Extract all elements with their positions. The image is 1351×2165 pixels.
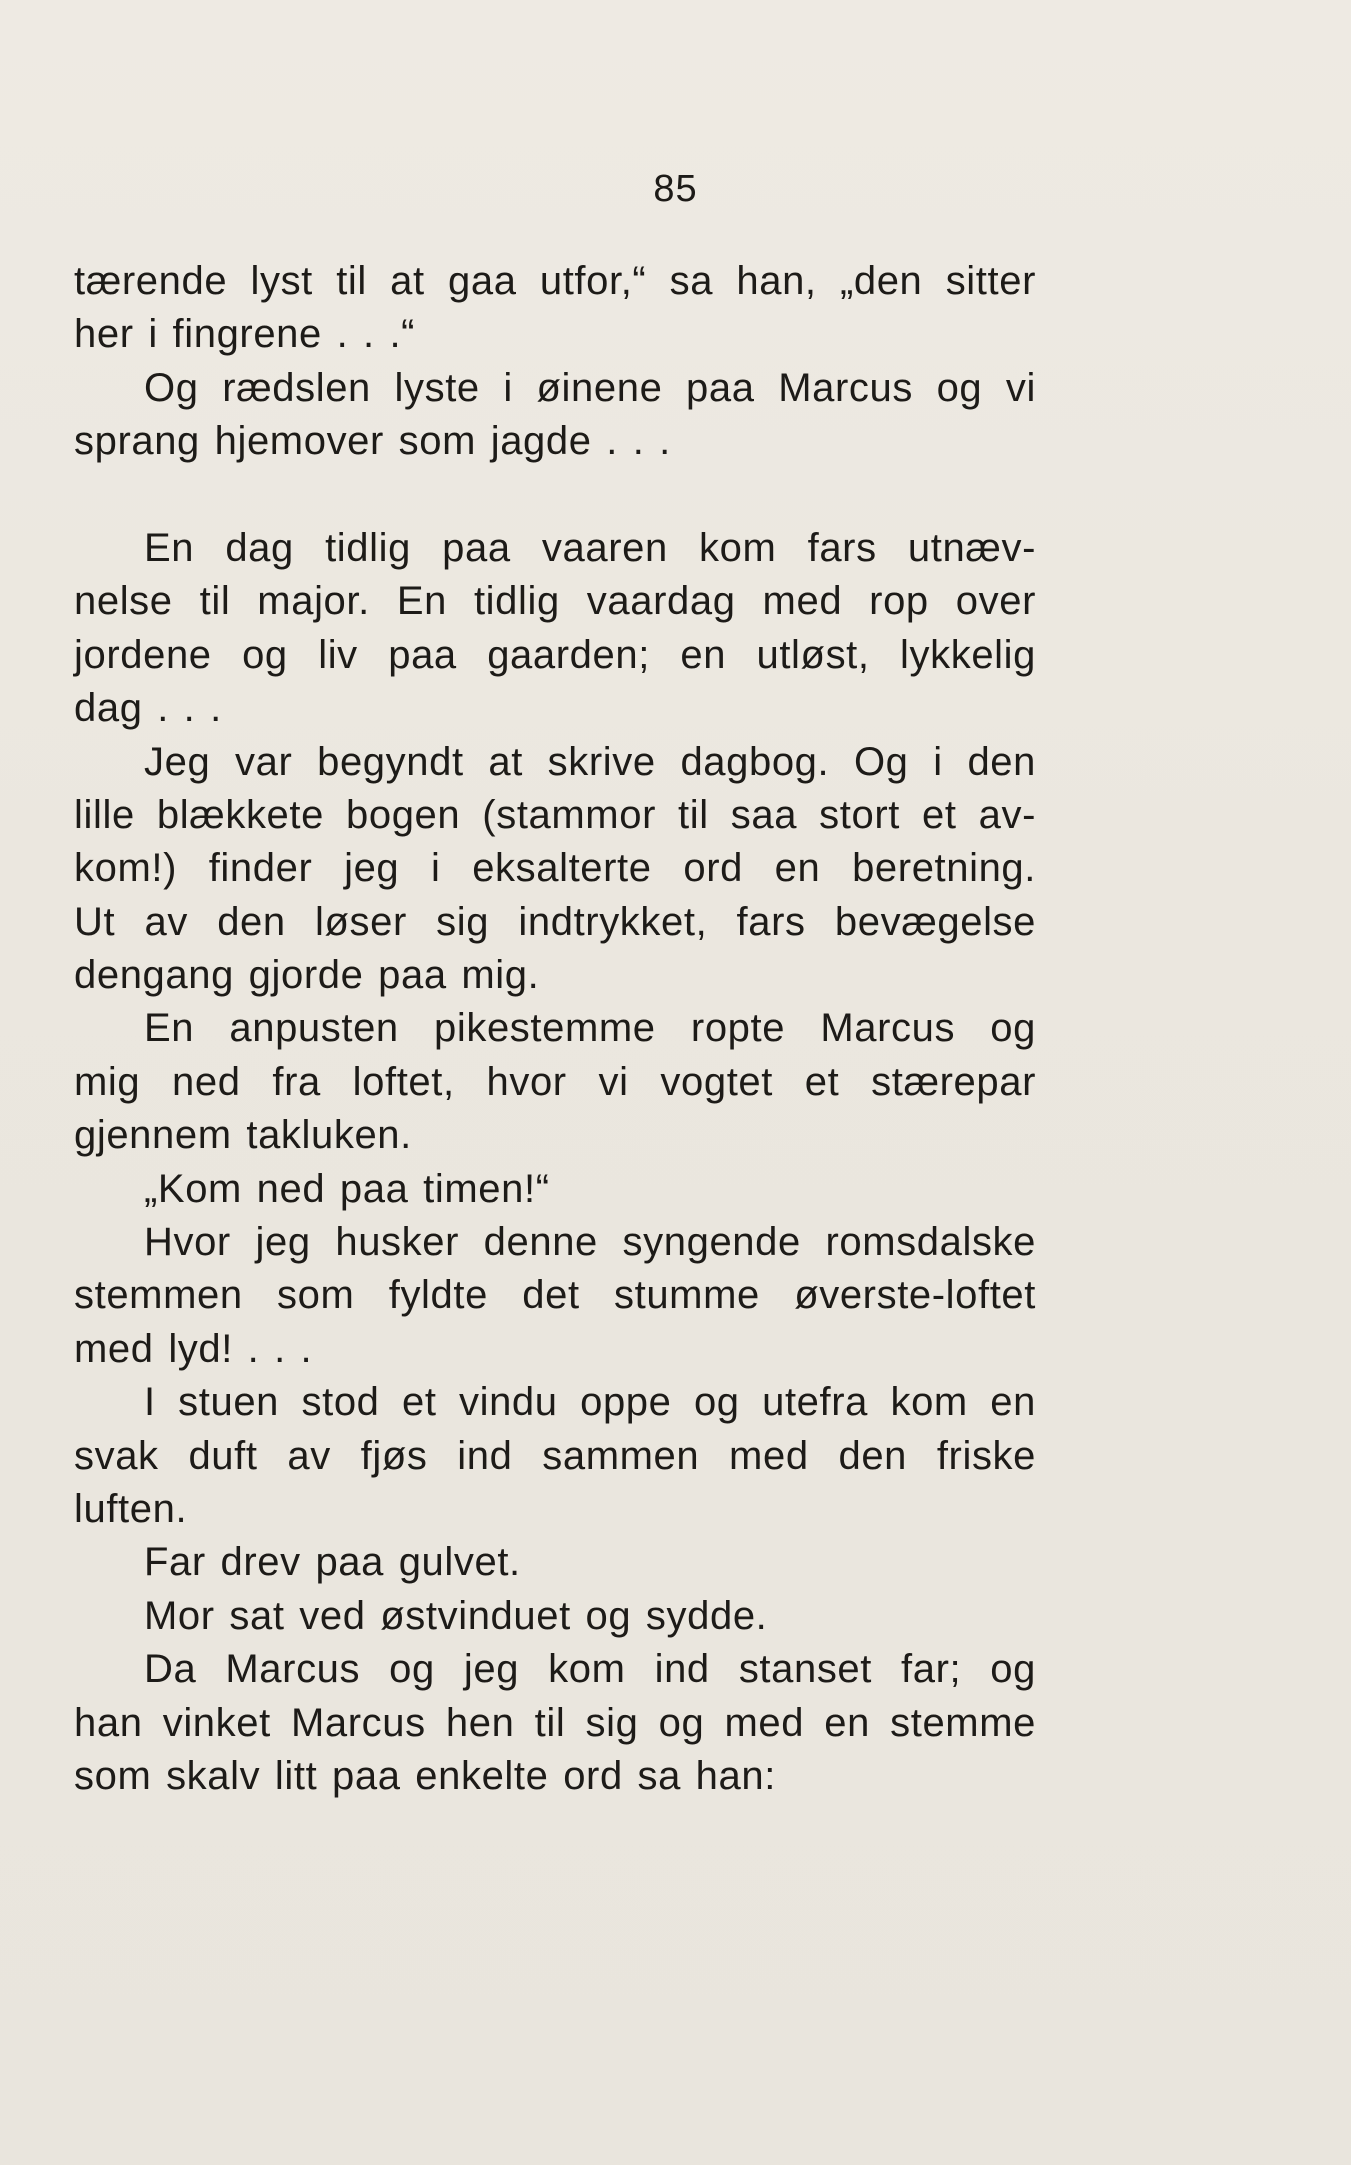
page-number: 85 bbox=[653, 168, 698, 210]
text-line: stemmen som fyldte det stumme øverste-loftet bbox=[74, 1273, 1036, 1318]
text-line: gjennem takluken. bbox=[74, 1113, 412, 1158]
text-line: Og rædslen lyste i øinene paa Marcus og vi bbox=[144, 365, 1036, 410]
text-line: nelse til major. En tidlig vaardag med rop over bbox=[74, 579, 1036, 624]
text-line: svak duft av fjøs ind sammen med den friske bbox=[74, 1433, 1036, 1478]
text-line: tærende lyst til at gaa utfor,“ sa han, „den sitter bbox=[74, 259, 1036, 303]
text-line: luften. bbox=[74, 1486, 188, 1531]
text-line: som skalv litt paa enkelte ord sa han: bbox=[74, 1753, 776, 1798]
text-line: lille blækkete bogen (stammor til saa stort et av- bbox=[74, 792, 1036, 837]
text-line: dengang gjorde paa mig. bbox=[74, 953, 540, 998]
text-line: En anpusten pikestemme ropte Marcus og bbox=[144, 1006, 1036, 1051]
text-line: Mor sat ved østvinduet og sydde. bbox=[144, 1593, 768, 1638]
text-line: sprang hjemover som jagde . . . bbox=[74, 419, 671, 464]
text-line: Jeg var begyndt at skrive dagbog. Og i den bbox=[144, 739, 1036, 784]
text-line: kom!) finder jeg i eksalterte ord en beretning. bbox=[74, 846, 1036, 891]
text-line: En dag tidlig paa vaaren kom fars utnæv- bbox=[144, 525, 1036, 570]
text-line: med lyd! . . . bbox=[74, 1326, 313, 1371]
text-line: Da Marcus og jeg kom ind stanset far; og bbox=[144, 1647, 1036, 1692]
text-line: mig ned fra loftet, hvor vi vogtet et stærepar bbox=[74, 1059, 1036, 1104]
text-line: „Kom ned paa timen!“ bbox=[144, 1166, 550, 1211]
text-line: Ut av den løser sig indtrykket, fars bevægelse bbox=[74, 899, 1036, 944]
text-line: han vinket Marcus hen til sig og med en stemme bbox=[74, 1700, 1036, 1745]
section-break bbox=[74, 469, 1036, 522]
text-line: Far drev paa gulvet. bbox=[144, 1540, 521, 1585]
body-text bbox=[74, 255, 1036, 1803]
text-line: her i fingrene . . .“ bbox=[74, 312, 416, 357]
text-line: I stuen stod et vindu oppe og utefra kom en bbox=[144, 1380, 1036, 1425]
text-line: jordene og liv paa gaarden; en utløst, lykkelig bbox=[74, 632, 1036, 677]
text-line: dag . . . bbox=[74, 686, 222, 731]
text-line: Hvor jeg husker denne syngende romsdalske bbox=[144, 1220, 1036, 1265]
